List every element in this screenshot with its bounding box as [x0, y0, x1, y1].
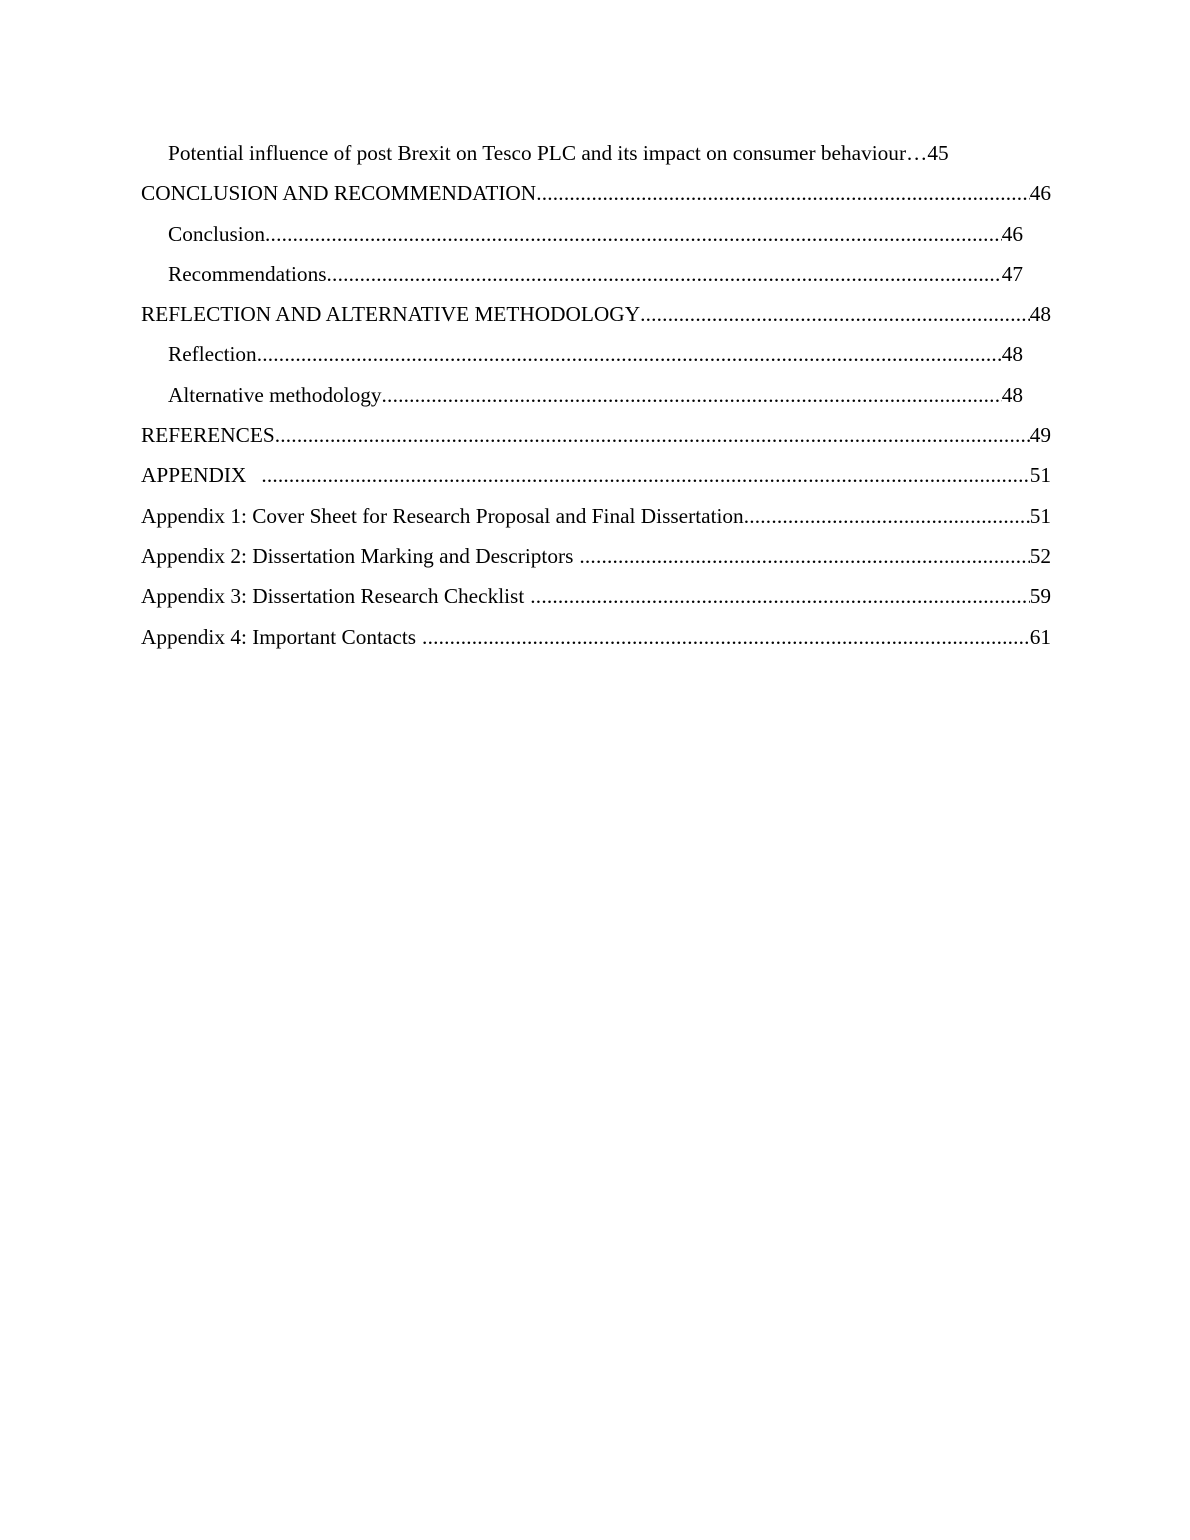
toc-entry-page-number: 48 — [1001, 342, 1023, 367]
toc-entry-leader — [257, 337, 1002, 372]
toc-entry-title: APPENDIX — [141, 463, 247, 488]
toc-entry-page-number: 47 — [1001, 261, 1023, 286]
toc-entry-title: Appendix 1: Cover Sheet for Research Proposal and Final Dissertation — [141, 503, 744, 528]
toc-entry-page-number: 48 — [1029, 302, 1051, 327]
toc-entry-title: Appendix 2: Dissertation Marking and Descriptors — [141, 543, 574, 568]
toc-entry-references[interactable] — [141, 418, 1051, 458]
toc-entry-title: Conclusion — [168, 221, 266, 246]
toc-entry-recommendations[interactable] — [141, 257, 1051, 297]
toc-entry-conclusion-and-recommendation[interactable] — [141, 176, 1051, 216]
toc-entry-leader — [536, 176, 1030, 211]
toc-entry-page-number: 46 — [1001, 221, 1023, 246]
toc-entry-leader — [579, 539, 1029, 574]
toc-entry-leader — [422, 620, 1030, 655]
toc-entry-appendix-1[interactable] — [141, 499, 1051, 539]
toc-entry-page-number: 46 — [1029, 181, 1051, 206]
toc-entry-title: Alternative methodology — [168, 382, 382, 407]
toc-entry-reflection[interactable] — [141, 337, 1051, 377]
toc-entry-page-number: 52 — [1029, 543, 1051, 568]
toc-entry-title: Potential influence of post Brexit on Tesco PLC and its impact on consumer behaviour — [168, 141, 907, 165]
toc-entry-page-number: 59 — [1029, 584, 1051, 609]
toc-entry-title: CONCLUSION AND RECOMMENDATION — [141, 181, 537, 206]
toc-entry-title: REFLECTION AND ALTERNATIVE METHODOLOGY — [141, 302, 641, 327]
toc-entry-reflection-and-alternative-methodology[interactable] — [141, 297, 1051, 337]
toc-entry-page-number: 45 — [927, 141, 949, 165]
toc-entry-appendix-4[interactable] — [141, 620, 1051, 660]
toc-entry-conclusion[interactable] — [141, 217, 1051, 257]
toc-entry-leader — [744, 499, 1030, 534]
toc-entry-leader — [530, 579, 1029, 614]
toc-entry-page-number: 51 — [1029, 503, 1051, 528]
toc-entry-title: Appendix 3: Dissertation Research Checklist — [141, 584, 525, 609]
toc-entry-page-number: 51 — [1029, 463, 1051, 488]
toc-entry-leader — [640, 297, 1030, 332]
toc-entry-leader — [382, 378, 1002, 413]
toc-entry-leader — [327, 257, 1002, 292]
toc-entry-leader: … — [906, 141, 928, 165]
toc-entry-title: Reflection — [168, 342, 257, 367]
toc-entry-leader — [265, 217, 1002, 252]
toc-entry-brexit-influence[interactable] — [141, 136, 1051, 176]
toc-entry-page-number: 49 — [1029, 423, 1051, 448]
toc-entry-title: REFERENCES — [141, 423, 275, 448]
toc-entry-title: Recommendations — [168, 261, 327, 286]
toc-entry-appendix-3[interactable] — [141, 579, 1051, 619]
toc-entry-title: Appendix 4: Important Contacts — [141, 624, 417, 649]
toc-entry-page-number: 48 — [1001, 382, 1023, 407]
toc-entry-alternative-methodology[interactable] — [141, 378, 1051, 418]
toc-entry-appendix-2[interactable] — [141, 539, 1051, 579]
toc-entry-page-number: 61 — [1029, 624, 1051, 649]
table-of-contents — [141, 136, 1051, 660]
toc-entry-leader — [261, 458, 1029, 493]
toc-entry-leader — [275, 418, 1030, 453]
toc-entry-appendix[interactable] — [141, 458, 1051, 498]
